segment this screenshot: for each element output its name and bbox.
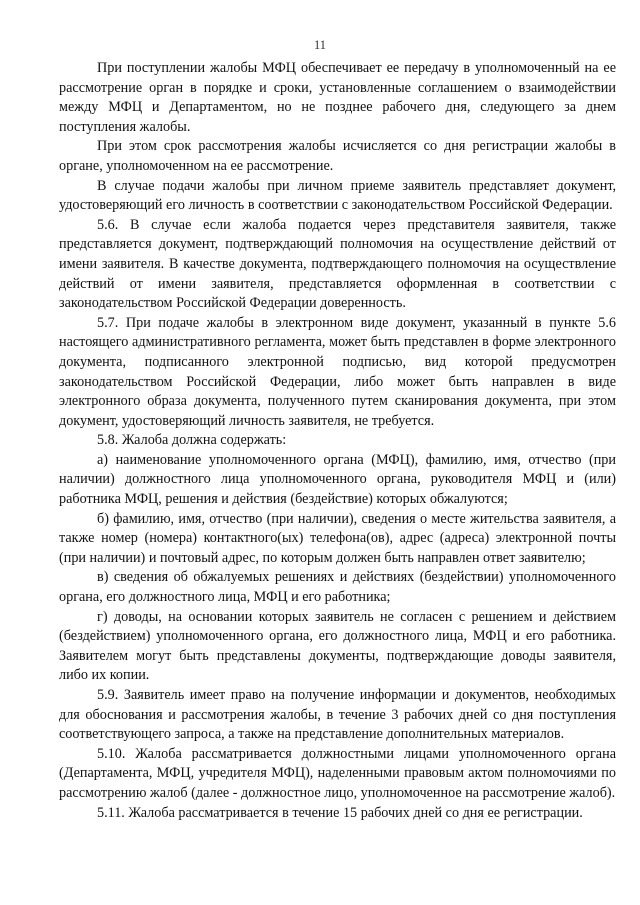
paragraph-5-8-a: а) наименование уполномоченного органа (МФЦ), фамилию, имя, отчество (при наличии) должностного лица уполномоченного органа, руководителя МФЦ и (или) работника МФЦ, решения и действия (бездействие) которых обжалуются;: [59, 451, 616, 508]
paragraph-5-8: 5.8. Жалоба должна содержать:: [97, 432, 287, 449]
paragraph-review-term: При этом срок рассмотрения жалобы исчисляется со дня регистрации жалобы в органе, уполномоченном на ее рассмотрение.: [59, 138, 616, 174]
paragraph-5-7: 5.7. При подаче жалобы в электронном виде документ, указанный в пункте 5.6 настоящего административного регламента, может быть представлен в форме электронного документа, подписанного электронной подписью, вид которой предусмотрен законодательством Российской Федерации, либо может быть направлен в виде электронного образа документа, полученного путем сканирования документа, при этом документ, удостоверяющий личность заявителя, не требуется.: [59, 314, 616, 429]
paragraph-5-9: 5.9. Заявитель имеет право на получение информации и документов, необходимых для обоснования и рассмотрения жалобы, в течение 3 рабочих дней со дня поступления соответствующего запроса, а также на представление дополнительных материалов.: [59, 687, 616, 743]
paragraph-5-10: 5.10. Жалоба рассматривается должностными лицами уполномоченного органа (Департамента, МФЦ, учредителя МФЦ), наделенными правовым актом полномочиями по рассмотрению жалоб (далее - должностное лицо, уполномоченное на рассмотрение жалоб).: [59, 745, 616, 801]
paragraph-5-8-v: в) сведения об обжалуемых решениях и действиях (бездействии) уполномоченного органа, его должностного лица, МФЦ и его работника;: [59, 569, 616, 606]
paragraph-mfc-forwarding: При поступлении жалобы МФЦ обеспечивает ее передачу в уполномоченный на ее рассмотрение орган в порядке и сроки, установленные соглашением о взаимодействии между МФЦ и Департаментом, но не позднее рабочего дня, следующего за днем поступления жалобы.: [59, 60, 616, 135]
paragraph-5-6: 5.6. В случае если жалоба подается через представителя заявителя, также представляется документ, подтверждающий полномочия на осуществление действий от имени заявителя. В качестве документа, подтверждающего полномочия на осуществление действий от имени заявителя, представляется оформленная в соответствии с законодательством Российской Федерации доверенность.: [59, 216, 616, 312]
paragraph-personal-submission: В случае подачи жалобы при личном приеме заявитель представляет документ, удостоверяющий его личность в соответствии с законодательством Российской Федерации.: [59, 177, 616, 214]
paragraph-5-8-g: г) доводы, на основании которых заявитель не согласен с решением и действием (бездействием) уполномоченного органа, его должностного лица, МФЦ и его работника. Заявителем могут быть представлены документы, подтверждающие доводы заявителя, либо их копии.: [59, 608, 616, 684]
paragraph-5-8-b: б) фамилию, имя, отчество (при наличии), сведения о месте жительства заявителя, а также номер (номера) контактного(ых) телефона(ов), адрес (адреса) электронной почты (при наличии) и почтовый адрес, по которым должен быть направлен ответ заявителю;: [59, 510, 616, 566]
paragraph-5-11: 5.11. Жалоба рассматривается в течение 15 рабочих дней со дня ее регистрации.: [97, 804, 583, 821]
document-body: [59, 59, 616, 823]
page-number: 11: [313, 38, 327, 52]
